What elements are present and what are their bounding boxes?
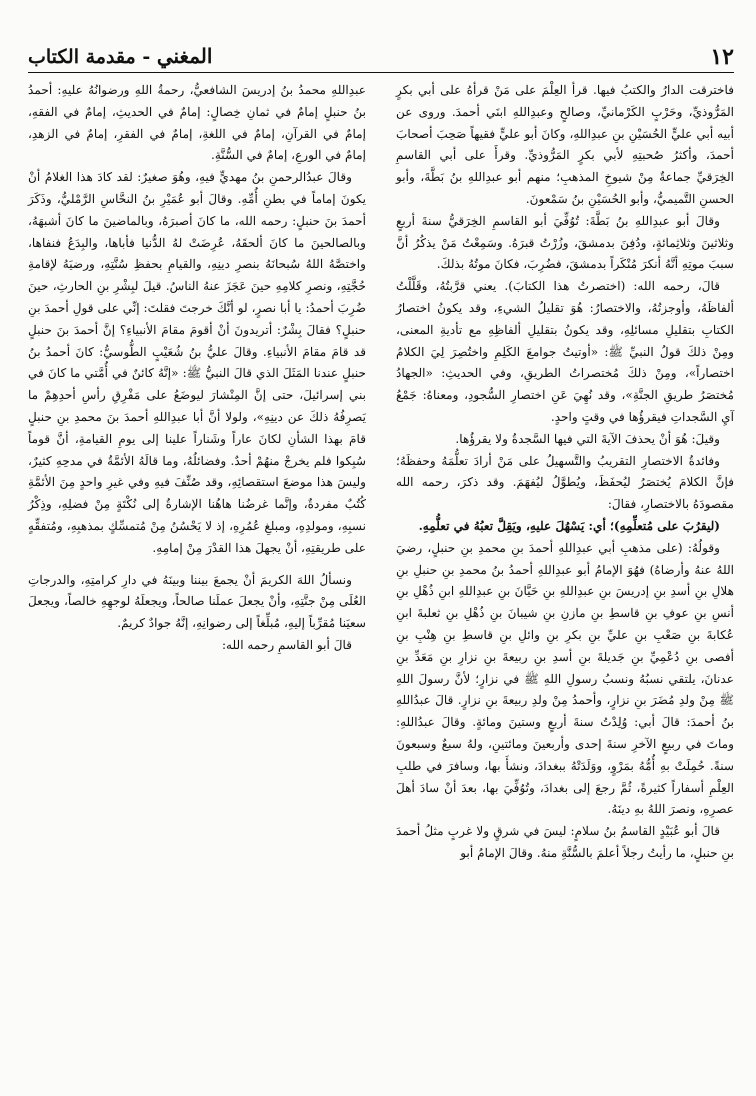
page-header bbox=[28, 38, 734, 72]
book-title: المغني bbox=[156, 44, 213, 68]
title-separator: - bbox=[135, 46, 157, 68]
paragraph: قالَ أبو القاسمِ رحمه الله: bbox=[221, 637, 352, 652]
paragraph: ونسألُ اللهَ الكريمَ أنْ يجمعَ بيننا وبينَهُ في دارِ كرامتِهِ، والدرجاتِ العُلَى مِنْ جنَّتِهِ، وأنْ يجعلَ عملَنا صالحاً، ويجعلَهُ لوجهِهِ خالصاً، ويجعلَ سعيَنا مُقرِّباً إليهِ، مُبلِّغاً إلى رضوانِهِ، إنَّهُ جوادٌ كريمٌ. bbox=[28, 572, 366, 631]
page-number: ١٢ bbox=[710, 44, 734, 70]
right-column bbox=[396, 80, 734, 865]
paragraph: وفائدةُ الاختصارِ التقريبُ والتَّسهيلُ على مَنْ أرادَ تعلُّمَهُ وحفظَهُ؛ فإنَّ الكلامَ يُختصَرُ ليُحفَظَ، ويُطوَّلُ ليُفهَمَ. وقد ذكرَ، رحمه الله مقصودَهُ بالاختصارِ، فقالَ: bbox=[396, 453, 734, 512]
paragraph: وقيلَ: هُوَ أنْ يحذفَ الآيةَ التي فيها السَّجدةُ ولا يقرؤُها. bbox=[455, 431, 720, 446]
paragraph: وقالَ عبدُالرحمنِ بنُ مهديٍّ فيهِ، وهُوَ صغيرٌ: لقد كادَ هذا الغلامُ أنْ يكونَ إماماً في بطنِ أُمِّهِ. وقالَ أبو عُمَيْرِ بنُ النحَّاسِ الرَّمْليُّ، وذَكَرَ أحمدَ بنَ حنبلٍ: رحمه الله، ما كانَ أصبرَهُ، وبالماضينَ ما كانَ أشبهَهُ، وبالصالحينَ ما كانَ ألحقَهُ، عُرِضَتْ لهُ الدُّنيا فأباها، والبِدَعُ فنفاها، واختصَّهُ اللهُ سُبحانَهُ بنصرِ دينِهِ، والقيامِ بحفظِ سُنَّتِهِ، ورضيَهُ لإقامةِ حُجَّتِهِ، ونصرِ كلامِهِ حينَ عَجَزَ عنهُ الناسُ. قيلَ لبِشْرِ بنِ الحارثِ، حينَ ضُرِبَ أحمدُ: يا أبا نصرٍ، لو أنَّكَ خرجتَ فقلتَ: إنِّي على قولِ أحمدَ بنِ حنبلٍ؟ فقالَ بِشْرٌ: أتريدونَ أنْ أقومَ مقامَ الأنبياءِ؟ إنَّ أحمدَ بنَ حنبلٍ قد قامَ مقامَ الأنبياءِ. وقالَ عليُّ بنُ شُعَيْبٍ الطُّوسيُّ: كانَ أحمدُ بنُ حنبلٍ عندنا المَثَلَ الذي قالَ النبيُّ ﷺ: «إنَّهُ كائنٌ في أُمَّتي ما كانَ في بني إسرائيلَ، حتى إنَّ المِنْشارَ ليوضَعُ على مَفْرِقِ رأسِ أحدِهِمْ ما يَصرِفُهُ ذلكَ عن دينِهِ»، ولولا أنَّ أبا عبدِاللهِ أحمدَ بنَ محمدِ بنِ حنبلٍ قامَ بهذا الشأنِ لكانَ عاراً وشَناراً علينا إلى يومِ القيامةِ، أنَّ قوماً سُبِكوا فلم يخرجْ منهُمْ أحدٌ. وفضائلُهُ، وما قالَهُ الأئمَّةُ في مدحِهِ كثيرٌ، وليسَ هذا موضعَ استقصائِهِ، وقد صُنِّفَ فيهِ وفي غيرِ واحدٍ مِنَ الأئمَّةِ كُتُبٌ مفردةٌ، وإنَّما غرضُنا هاهُنا الإشارةُ إلى نُكْتَةٍ مِنْ فضلِهِ، وذِكْرُ نسبِهِ، ومولدِهِ، ومبلغِ عُمُرِهِ، إذ لا يَحْسُنُ مِنْ مُتمسِّكٍ بمذهبِهِ، ومُتفقِّهٍ على طريقتِهِ، أنْ يجهلَ هذا القدْرَ مِنْ إمامِهِ. bbox=[28, 170, 366, 555]
paragraph: قالَ، رحمه الله: (اختصرتُ هذا الكتابَ). يعني قرَّبتُهُ، وقَلَّلْتُ ألفاظَهُ، وأوجزتُهُ، والاختصارُ: هُوَ تقليلُ الشيءِ، وقد يكونُ اختصارُ الكتابِ بتقليلِ مسائلِهِ، وقد يكونُ بتقليلِ ألفاظِهِ مع تأديةِ المعنى، ومِنْ ذلكَ قولُ النبيِّ ﷺ: «أوتيتُ جوامعَ الكَلِمِ واختُصِرَ لِيَ الكلامُ اختصاراً»، ومِنْ ذلكَ مُختصراتُ الطريقِ، وفي الحديثِ: «الجهادُ مُختصَرُ طريقِ الجنَّةِ»، وقد نُهِيَ عَنِ اختصارِ السُّجودِ، ومعناهُ: جَمْعُ آيِ السَّجداتِ فيقرؤُها في وقتٍ واحدٍ. bbox=[396, 279, 734, 424]
section-title: مقدمة الكتاب bbox=[28, 46, 136, 68]
running-title bbox=[28, 46, 212, 72]
paragraph: (ليقرُبَ على مُتعلِّمِهِ)؛ أي: يَسْهُلَ عليهِ، ويَقِلَّ تعبُهُ في تعلُّمِهِ. bbox=[418, 518, 720, 533]
paragraph: فاخترقت الدارُ والكتبُ فيها. قرأ العِلْمَ على مَنْ قرأهُ على أبي بكرٍ المَرُّوذيِّ، وحَرْبٍ الكَرْمانيِّ، وصالحٍ وعبدِاللهِ ابنَي أحمدَ. وروى عن أبيه أبي عليٍّ الحُسَيْنِ بنِ عبدِاللهِ، وكانَ أبو عليٍّ فقيهاً صَحِبَ أصحابَ أحمدَ، وأكثرُ صُحبتِهِ لأبي بكرٍ المَرُّوذيِّ. وقرأَ على أبي القاسمِ الخِرَقيِّ جماعةٌ مِنْ شيوخِ المذهبِ؛ منهم أبو عبدِاللهِ بنُ بَطَّةَ، وأبو الحسنِ التَّميميُّ، وأبو الحُسَيْنِ بنُ سَمْعونَ. bbox=[396, 83, 734, 206]
left-column bbox=[28, 80, 366, 657]
paragraph: وقولُهُ: (على مذهبِ أبي عبدِاللهِ أحمدَ بنِ محمدِ بنِ حنبلٍ، رضيَ اللهُ عنهُ وأرضاهُ) فهُوَ الإمامُ أبو عبدِاللهِ أحمدُ بنُ محمدِ بنِ حنبلِ بنِ هلالِ بنِ أسدِ بنِ إدريسَ بنِ عبدِاللهِ بنِ حَيَّانَ بنِ عبدِاللهِ ابنِ ذُهْلِ بنِ أنسِ بنِ عوفِ بنِ قاسطِ بنِ مازنِ بنِ شيبانَ بنِ ذُهْلِ بنِ ثعلبةَ ابنِ عُكابةَ بنِ صَعْبِ بنِ عليِّ بنِ بكرِ بنِ وائلِ بنِ قاسطِ بنِ هِنْبِ بنِ أفصى بنِ دُعْمِيِّ بنِ جَديلةَ بنِ أسدِ بنِ ربيعةَ بنِ نزارِ بنِ مَعَدِّ بنِ عدنانَ، يلتقي نسبُهُ ونسبُ رسولِ اللهِ ﷺ في نزارٍ؛ لأنَّ رسولَ اللهِ ﷺ مِنْ ولدِ مُضَرَ بنِ نزارٍ، وأحمدُ مِنْ ولدِ ربيعةَ بنِ نزارٍ. قالَ عبدُاللهِ بنُ أحمدَ: قالَ أبي: وُلِدْتُ سنةَ أربعٍ وستينَ ومائةٍ. وقالَ عبدُاللهِ: وماتَ في ربيعٍ الآخرِ سنةَ إحدى وأربعينَ ومائتينِ، ولهُ سبعٌ وسبعونَ سنةً. حُمِلَتْ بهِ أُمُّهُ بمَرْوٍ، ووَلَدَتْهُ ببغدادَ، ونشأَ بها، وسافرَ في طلبِ العِلْمِ أسفاراً كثيرةً، ثُمَّ رجعَ إلى بغدادَ، وتُوُفِّيَ بها، بعدَ أنْ سادَ أهلَ عصرِهِ، ونصرَ اللهُ بهِ دينَهُ. bbox=[396, 540, 734, 817]
paragraph: قالَ أبو عُبَيْدٍ القاسمُ بنُ سلامٍ: ليسَ في شرقٍ ولا غربٍ مثلُ أحمدَ بنِ حنبلٍ، ما رأيتُ رجلاً أعلمَ بالسُّنَّةِ منهُ. وقالَ الإمامُ أبو bbox=[396, 824, 734, 860]
header-rule bbox=[28, 72, 734, 73]
paragraph: وقالَ أبو عبدِاللهِ بنُ بَطَّةَ: تُوُفِّيَ أبو القاسمِ الخِرَقيُّ سنةَ أربعٍ وثلاثينَ وثلاثِمائةٍ، ودُفِنَ بدمشقَ، وزُرْتُ قبرَهُ. وسَمِعْتُ مَنْ يذكُرُ أنَّ سببَ موتِهِ أنَّهُ أنكرَ مُنْكَراً بدمشقَ، فضُرِبَ، فكانَ موتُهُ بذلكَ. bbox=[396, 213, 734, 272]
paragraph: عبدِاللهِ محمدُ بنُ إدريسَ الشافعيُّ، رحمةُ اللهِ ورضوانُهُ عليهِ: أحمدُ بنُ حنبلٍ إمامٌ في ثمانِ خِصالٍ: إمامٌ في الحديثِ، إمامٌ في الفقهِ، إمامٌ في القرآنِ، إمامٌ في اللغةِ، إمامٌ في الفقرِ، إمامٌ في الزهدِ، إمامٌ في الورعِ، إمامٌ في السُّنَّةِ. bbox=[28, 83, 366, 163]
